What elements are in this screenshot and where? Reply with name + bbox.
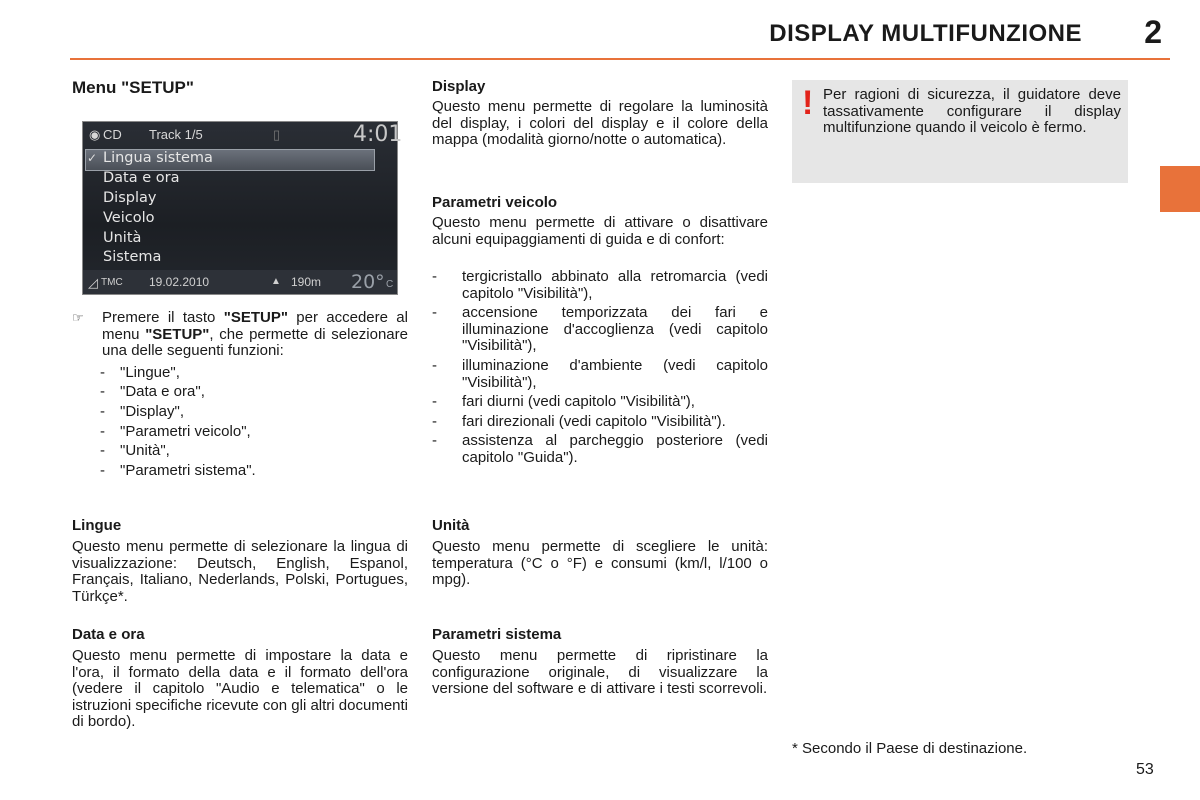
- phone-icon: ▯: [273, 127, 281, 142]
- screen-status-bar: [83, 122, 403, 147]
- warning-text: Per ragioni di sicurezza, il guidatore deve tassativamente configurare il display multifunzione quando il veicolo è fermo.: [823, 86, 1121, 137]
- list-item: - "Data e ora",: [100, 383, 205, 401]
- display-text: Questo menu permette di regolare la luminosità del display, i colori del display e il colore della mappa (modalità giorno/notte o automatica).: [432, 98, 768, 149]
- setup-intro: [72, 310, 408, 482]
- screen-tmc: TMC: [101, 277, 123, 288]
- lingue-text: Questo menu permette di selezionare la lingua di visualizzazione: Deutsch, English, Espanol, Français, Italiano, Nederlands, Polski, Portugues, Türkçe*.: [72, 538, 408, 605]
- list-item: - fari diurni (vedi capitolo "Visibilità"),: [432, 393, 695, 411]
- display-heading: Display: [432, 78, 486, 95]
- data-ora-heading: Data e ora: [72, 626, 145, 643]
- function-list: [100, 365, 408, 480]
- screen-distance: 190m: [291, 275, 322, 289]
- list-item: - "Unità",: [100, 442, 170, 460]
- data-ora-text: Questo menu permette di impostare la data e l'ora, il formato della data e il formato dell'ora (vedere il capitolo "Audio e telematica" o le istruzioni specifiche ricevute con gli altri documenti di bordo).: [72, 647, 408, 731]
- safety-warning-box: [792, 80, 1128, 183]
- parametri-veicolo-heading: Parametri veicolo: [432, 194, 558, 211]
- veicolo-list: [432, 269, 768, 470]
- screen-menu-item: Data e ora: [103, 170, 180, 186]
- list-item: - tergicristallo abbinato alla retromarcia (vedi capitolo "Visibilità"),: [432, 268, 768, 302]
- list-item: - accensione temporizzata dei fari e illuminazione d'accoglienza (vedi capitolo "Visibilità"),: [432, 304, 768, 355]
- lingue-heading: Lingue: [72, 517, 122, 534]
- checkmark-icon: ✓: [87, 151, 98, 165]
- setup-menu-heading: Menu "SETUP": [72, 78, 194, 97]
- parametri-veicolo-text: Questo menu permette di attivare o disattivare alcuni equipaggiamenti di guida e di confort:: [432, 214, 768, 248]
- parametri-sistema-heading: Parametri sistema: [432, 626, 562, 643]
- screen-temperature: 20°: [351, 271, 385, 293]
- page-number: 53: [1136, 761, 1154, 778]
- screen-menu-item: Sistema: [103, 249, 162, 265]
- display-screen-image: [82, 121, 403, 295]
- warning-icon: !: [802, 84, 814, 122]
- page-title: DISPLAY MULTIFUNZIONE: [769, 20, 1082, 47]
- screen-source: CD: [103, 127, 122, 142]
- list-item: - assistenza al parcheggio posteriore (vedi capitolo "Guida").: [432, 432, 768, 466]
- chapter-tab: [1160, 166, 1200, 212]
- screen-menu-item: Lingua sistema: [103, 150, 213, 166]
- screen-menu-item: Display: [103, 190, 157, 206]
- header-divider: [70, 58, 1170, 60]
- list-item: - "Parametri sistema".: [100, 461, 256, 479]
- cd-icon: ◉: [89, 127, 101, 142]
- list-item: - "Lingue",: [100, 363, 180, 381]
- screen-time: 4:01: [353, 122, 403, 147]
- screen-date: 19.02.2010: [149, 275, 210, 289]
- list-item: - "Parametri veicolo",: [100, 422, 251, 440]
- setup-intro-text: Premere il tasto "SETUP" per accedere al menu "SETUP", che permette di selezionare una delle seguenti funzioni:: [102, 309, 408, 360]
- screen-menu-item: Veicolo: [103, 210, 155, 226]
- parametri-sistema-text: Questo menu permette di ripristinare la configurazione originale, di visualizzare la versione del software e di attivare i testi scorrevoli.: [432, 647, 768, 698]
- screen-bottom-bar: [83, 270, 397, 294]
- list-item: - illuminazione d'ambiente (vedi capitolo "Visibilità"),: [432, 356, 768, 391]
- unita-text: Questo menu permette di scegliere le unità: temperatura (°C o °F) e consumi (km/l, l/100 o mpg).: [432, 538, 768, 589]
- list-item: - "Display",: [100, 402, 184, 420]
- unita-heading: Unità: [432, 517, 470, 534]
- footnote: * Secondo il Paese di destinazione.: [792, 740, 1028, 757]
- direction-icon: ▲: [271, 276, 281, 287]
- tmc-icon: ◿: [88, 275, 98, 290]
- pointing-hand-icon: ☞: [72, 310, 84, 325]
- screen-track: Track 1/5: [149, 127, 203, 142]
- chapter-number: 2: [1144, 14, 1162, 50]
- screen-temp-unit: C: [386, 279, 394, 290]
- screen-menu-item: Unità: [103, 230, 142, 246]
- list-item: - fari direzionali (vedi capitolo "Visibilità").: [432, 412, 726, 430]
